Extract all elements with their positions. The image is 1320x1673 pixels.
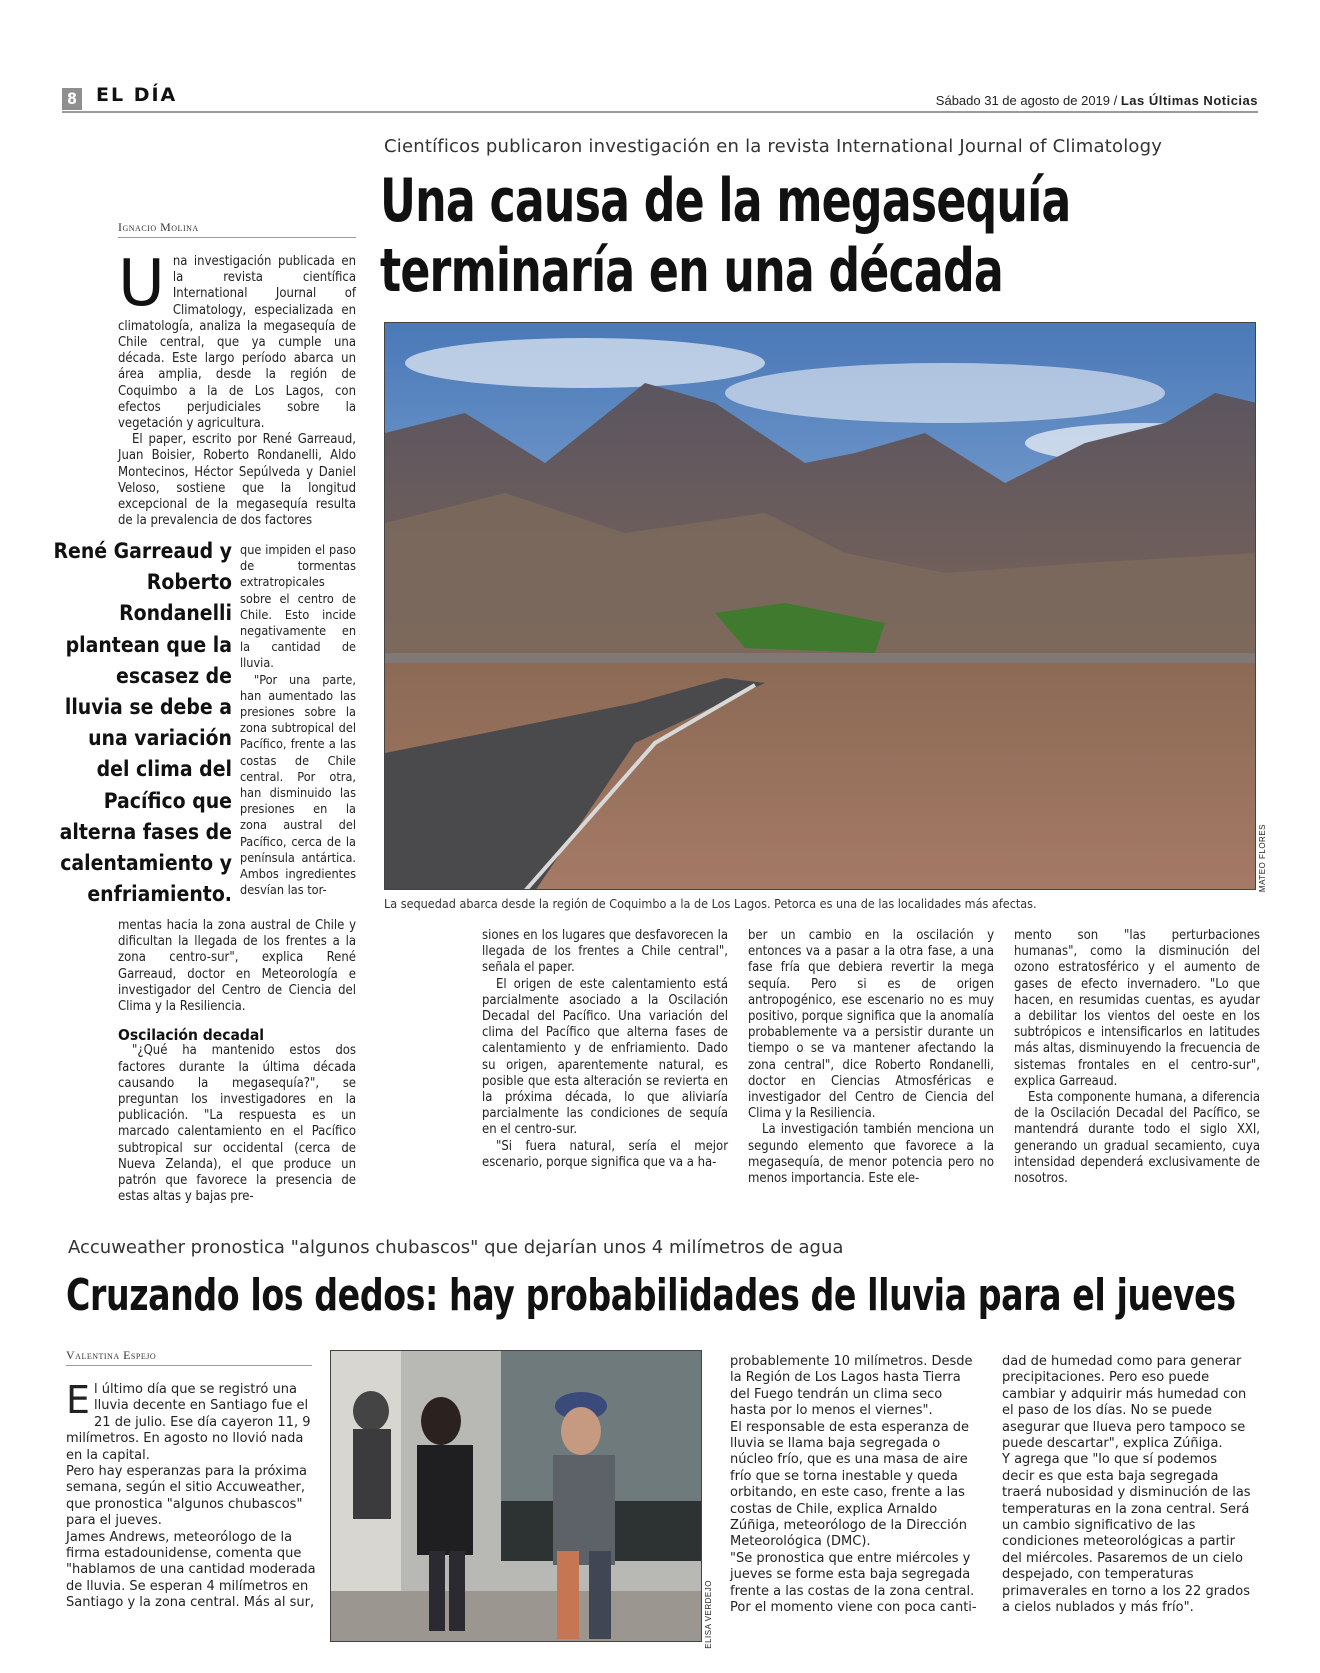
article2-column-3	[1002, 1354, 1252, 1617]
dropcap: U	[118, 247, 165, 321]
article2-byline: Valentina Espejo	[66, 1348, 312, 1366]
paragraph: Pero hay esperanzas para la próxima semana, según el sitio Accuweather, que pronostica "algunos chubascos" para el jueves.	[66, 1464, 307, 1529]
paragraph: Esta componente humana, a diferencia de la Oscilación Decadal del Pacífico, se mantendrá durante todo el siglo XXI, generando un gradual secamiento, cuya intensidad dependerá exclusivamente de nosotros.	[1014, 1090, 1260, 1187]
article1-column-4	[1014, 928, 1260, 1187]
article2-headline: Cruzando los dedos: hay probabilidades de lluvia para el jueves	[66, 1270, 1236, 1321]
paragraph: James Andrews, meteorólogo de la firma estadounidense, comenta que "hablamos de una cantidad moderada de lluvia. Se esperan 4 milímetros en Santiago y la zona central. Más al sur,	[66, 1529, 316, 1611]
dropcap: E	[66, 1378, 91, 1422]
paragraph: Y agrega que "lo que sí podemos decir es que esta baja segregada traerá nubosidad y disminución de las temperaturas en la zona central. Será un cambio significativo de las condiciones meteorológicas a partir del miércoles. Pasaremos de un cielo despejado, con temperaturas primaverales en torno a los 22 grados a cielos nublados y más frío".	[1002, 1452, 1251, 1616]
article2-kicker: Accuweather pronostica "algunos chubascos" que dejarían unos 4 milímetros de agua	[68, 1237, 844, 1258]
paragraph: El responsable de esta esperanza de lluvia se llama baja segregada o núcleo frío, que es una masa de aire frío que se torna inestable y queda orbitando, en este caso, frente a las costas de Chile, explica Arnaldo Zúñiga, meteorólogo de la Dirección Meteorológica (DMC).	[730, 1419, 970, 1550]
paragraph: La investigación también menciona un segundo elemento que favorece a la megasequía, de menor potencia pero no menos importancia. Este ele-	[748, 1122, 994, 1187]
landscape-illustration	[385, 323, 1256, 890]
article1-byline: Ignacio Molina	[118, 220, 356, 238]
header-rule	[62, 111, 1258, 113]
article1-headline	[380, 166, 1102, 306]
article2-column-2	[730, 1354, 978, 1617]
article1-column-3	[748, 928, 994, 1187]
paragraph: mento son "las perturbaciones humanas", como la disminución del ozono estratosférico y el aumento de gases de efecto invernadero. "Lo que hacen, en resumidas cuentas, es ayudar a debilitar los vientos del oeste en los subtrópicos e intensificarlos en latitudes más altas, disminuyendo la frecuencia de sistemas frontales en el centro-sur", explica Garreaud.	[1014, 928, 1260, 1089]
article1-narrow-column	[240, 542, 356, 898]
landscape-photo	[384, 322, 1256, 890]
paragraph: El paper, escrito por René Garreaud, Juan Boisier, Roberto Rondanelli, Aldo Montecinos, Héctor Sepúlveda y Daniel Veloso, sostiene que la longitud excepcional de la megasequía resulta de la prevalencia de dos factores	[118, 432, 356, 529]
paragraph: dad de humedad como para generar precipitaciones. Pero eso puede cambiar y adquirir más humedad con el paso de los días. No se puede asegurar que llueva pero tampoco se puede descartar", explica Zúñiga.	[1002, 1354, 1247, 1452]
headline-line-2: terminaría en una década	[380, 236, 1003, 306]
paragraph: "Si fuera natural, sería el mejor escenario, porque significa que va a ha-	[482, 1138, 728, 1170]
photo-credit: MATEO FLORES	[1258, 824, 1267, 893]
paragraph: "¿Qué ha mantenido estos dos factores durante la última década causando la megasequía?", se preguntan los investigadores en la publicación. "La respuesta es un marcado calentamiento en el Pacífico subtropical sur occidental (cerca de Nueva Zelanda), el que produce un patrón que favorece la presencia de estas altas y bajas pre-	[118, 1043, 356, 1205]
date: Sábado 31 de agosto de 2019 /	[935, 93, 1121, 108]
paragraph: probablemente 10 milímetros. Desde la Región de Los Lagos hasta Tierra del Fuego tendrán un clima seco hasta por lo menos el viernes".	[730, 1354, 973, 1419]
paragraph: "Por una parte, han aumentado las presiones sobre la zona subtropical del Pacífico, frente a las costas de Chile central. Por otra, han disminuido las presiones en la zona austral del Pacífico, cerca de la península antártica. Ambos ingredientes desvían las tor-	[240, 671, 356, 898]
photo-credit: ELISA VERDEJO	[704, 1580, 713, 1649]
paragraph: ber un cambio en la oscilación y entonces va a pasar a la otra fase, a una fase fría que debiera revertir la mega sequía. Pero si es de origen antropogénico, ese escenario no es muy positivo, porque significa que la anomalía probablemente va a persistir durante un tiempo o se va mantener afectando la zona central", dice Roberto Rondanelli, doctor en Ciencias Atmosféricas e investigador del Centro de Ciencia del Clima y la Resiliencia.	[748, 928, 994, 1122]
paragraph: mentas hacia la zona austral de Chile y dificultan la llegada de los frentes a la zona centro-sur", explica René Garreaud, doctor en Meteorología e investigador del Centro de Ciencia del Clima y la Resiliencia.	[118, 918, 356, 1015]
paragraph: siones en los lugares que desfavorecen la llegada de los frentes a Chile central", señala el paper.	[482, 928, 728, 976]
publication-name: Las Últimas Noticias	[1120, 93, 1258, 108]
paragraph: l último día que se registró una lluvia decente en Santiago fue el 21 de julio. Ese día cayeron 11, 9 milímetros. En agosto no llovió nada en la capital.	[66, 1382, 311, 1463]
headline-line-1: Una causa de la megasequía	[380, 166, 1071, 236]
rain-street-photo	[330, 1350, 702, 1642]
article1-column-2	[482, 928, 728, 1171]
paragraph: "Se pronostica que entre miércoles y jueves se forme esta baja segregada frente a las costas de la zona central. Por el momento viene con poca canti-	[730, 1550, 977, 1616]
intro-text: na investigación publicada en la revista científica International Journal of Climatology, especializada en climatología, analiza la megasequía de Chile central, que ya cumple una década. Este largo período abarca un área amplia, desde la región de Coquimbo a la de Los Lagos, con efectos perjudiciales sobre la vegetación y agricultura.	[118, 254, 356, 432]
paragraph: El origen de este calentamiento está parcialmente asociado a la Oscilación Decadal del Pacífico. Una variación del clima del Pacífico que alterna fases de calentamiento y de enfriamiento. Dado su origen, aparentemente natural, es posible que esta alteración se revierta en la próxima década, lo que aliviaría parcialmente las condiciones de sequía en el centro-sur.	[482, 976, 728, 1138]
subhead: Oscilación decadal	[118, 1026, 265, 1045]
article1-intro-column	[118, 247, 356, 529]
pedestrians-illustration	[331, 1351, 702, 1642]
photo-caption: La sequedad abarca desde la región de Coquimbo a la de Los Lagos. Petorca es una de las localidades más afectas.	[384, 896, 1037, 911]
article2-column-1	[66, 1378, 316, 1612]
dateline	[936, 93, 1258, 108]
page-number: 8	[62, 88, 82, 110]
pullquote: René Garreaud y Roberto Rondanelli plantean que la escasez de lluvia se debe a una variación del clima del Pacífico que alterna fases de calentamiento y enfriamiento.	[53, 539, 232, 907]
article1-lower-column	[118, 918, 356, 1205]
section-name: EL DÍA	[96, 84, 178, 106]
paragraph: que impiden el paso de tormentas extratropicales sobre el centro de Chile. Esto incide negativamente en la cantidad de lluvia.	[240, 542, 356, 671]
article1-kicker: Científicos publicaron investigación en la revista International Journal of Climatology	[384, 136, 1163, 157]
